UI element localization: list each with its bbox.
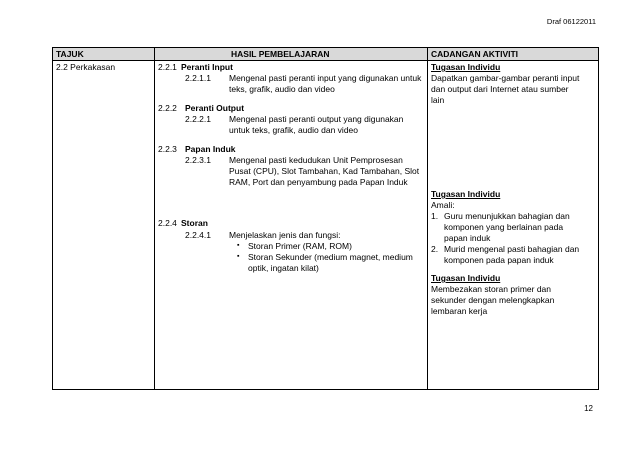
outcome-num: 2.2.4 (158, 218, 177, 228)
activity-text: lain (431, 95, 445, 105)
activity-title: Tugasan Individu (431, 62, 501, 72)
table-header (53, 48, 598, 61)
activity-text: Dapatkan gambar-gambar peranti input (431, 73, 580, 83)
activity-text: lembaran kerja (431, 306, 488, 316)
outcome-num: 2.2.3 (158, 144, 177, 154)
sub-outcome-num: 2.2.3.1 (185, 155, 211, 165)
outcome-num: 2.2.1 (158, 62, 177, 72)
activity-text: Membezakan storan primer dan (431, 284, 552, 294)
curriculum-table (52, 47, 599, 390)
activity-title: Tugasan Individu (431, 189, 501, 199)
activity-text: dan output dari Internet atau sumber (431, 84, 569, 94)
activity-text: Amali: (431, 200, 455, 210)
sub-outcome-text: Mengenal pasti peranti output yang digunakan (229, 114, 404, 124)
column-divider (427, 48, 428, 389)
outcome-title: Peranti Output (185, 103, 245, 113)
list-number: 2. (431, 244, 439, 254)
outcome-title: Peranti Input (181, 62, 233, 72)
topic-cell: 2.2 Perkakasan (56, 62, 116, 72)
activity-text: sekunder dengan melengkapkan (431, 295, 555, 305)
activity-text: komponen pada papan induk (444, 255, 554, 265)
page-number: 12 (584, 404, 593, 413)
list-number: 1. (431, 211, 439, 221)
sub-outcome-text: teks, grafik, audio dan video (229, 84, 335, 94)
draft-label: Draf 06122011 (546, 17, 596, 26)
sub-outcome-text: Mengenal pasti kedudukan Unit Pemprosesan (229, 155, 403, 165)
sub-outcome-num: 2.2.1.1 (185, 73, 211, 83)
activity-text: Murid mengenal pasti bahagian dan (444, 244, 580, 254)
bullet-item: ▪ Storan Primer (RAM, ROM) (248, 241, 352, 252)
sub-outcome-text: RAM, Port dan penyambung pada Papan Induk (229, 177, 408, 187)
sub-outcome-num: 2.2.2.1 (185, 114, 211, 124)
sub-outcome-text: untuk teks, grafik, audio dan video (229, 125, 358, 135)
activity-text: Guru menunjukkan bahagian dan (444, 211, 570, 221)
sub-outcome-num: 2.2.4.1 (185, 230, 211, 240)
outcome-title: Papan Induk (185, 144, 236, 154)
activity-text: papan induk (444, 233, 491, 243)
sub-outcome-text: Pusat (CPU), Slot Tambahan, Kad Tambahan, Slot (229, 166, 420, 176)
column-divider (154, 48, 155, 389)
sub-outcome-text: Mengenal pasti peranti input yang digunakan untuk (229, 73, 422, 83)
col-header-cadangan: CADANGAN AKTIVITI (431, 49, 519, 59)
outcome-title: Storan (181, 218, 208, 228)
activity-text: komponen yang berlainan pada (444, 222, 564, 232)
outcome-num: 2.2.2 (158, 103, 177, 113)
activity-title: Tugasan Individu (431, 273, 501, 283)
bullet-item-cont: optik, ingatan kilat) (248, 263, 319, 273)
bullet-item: ▪ Storan Sekunder (medium magnet, medium (248, 252, 413, 263)
col-header-hasil: HASIL PEMBELAJARAN (231, 49, 330, 59)
sub-outcome-text: Menjelaskan jenis dan fungsi: (229, 230, 341, 240)
col-header-tajuk: TAJUK (56, 49, 84, 59)
